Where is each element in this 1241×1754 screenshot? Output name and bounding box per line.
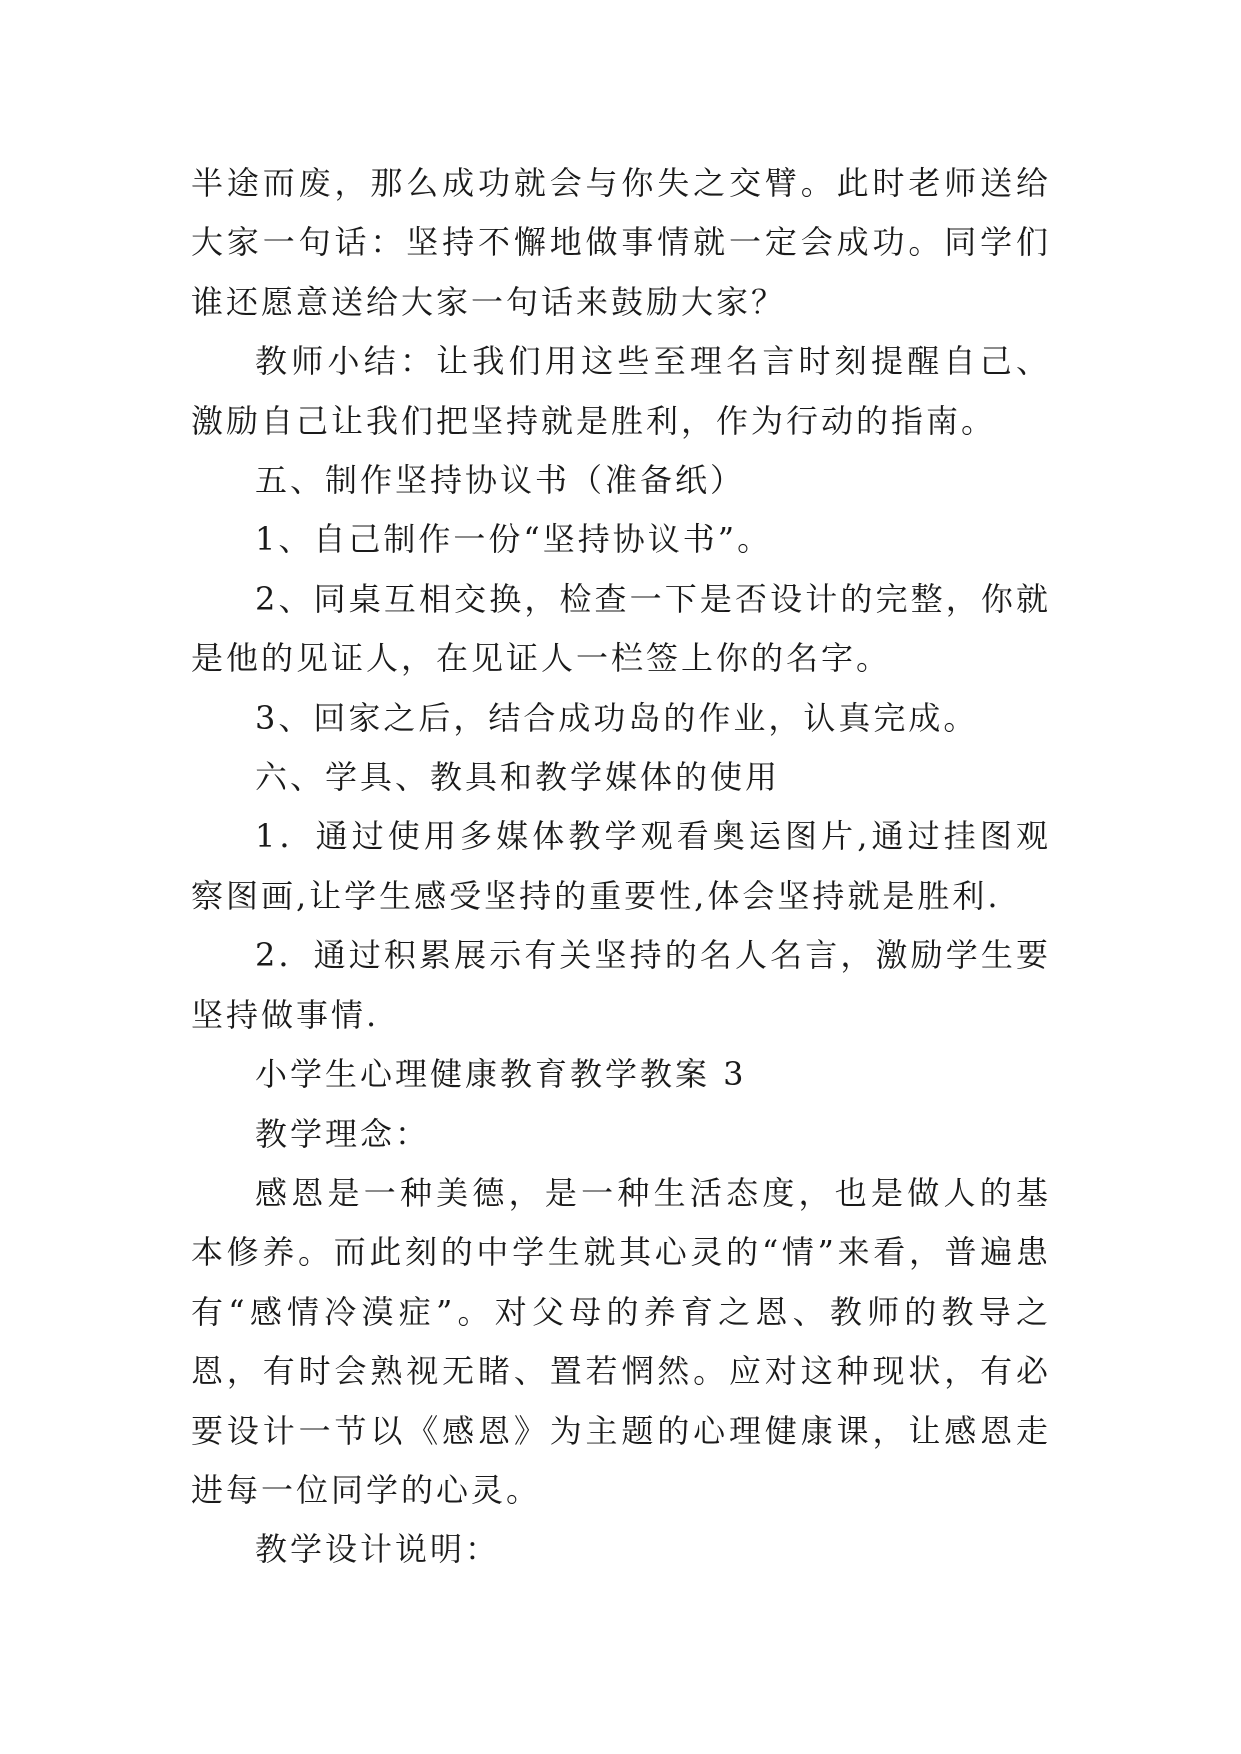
paragraph: 感恩是一种美德，是一种生活态度，也是做人的基本修养。而此刻的中学生就其心灵的“情”来看，普遍患有“感情冷漠症”。对父母的养育之恩、教师的教导之恩，有时会熟视无睹、置若惘然。应对这种现状，有必要设计一节以《感恩》为主题的心理健康课，让感恩走进每一位同学的心灵。 — [191, 1173, 1051, 1509]
section-heading: 教学理念： — [255, 1114, 431, 1153]
list-item: 3、回家之后，结合成功岛的作业，认真完成。 — [255, 698, 979, 737]
paragraph: 半途而废，那么成功就会与你失之交臂。此时老师送给大家一句话：坚持不懈地做事情就一定会成功。同学们谁还愿意送给大家一句话来鼓励大家？ — [191, 164, 1051, 321]
list-item: 1．通过使用多媒体教学观看奥运图片,通过挂图观察图画,让学生感受坚持的重要性,体会坚持就是胜利. — [191, 817, 1051, 915]
document-title: 小学生心理健康教育教学教案 3 — [255, 1055, 747, 1094]
document-body — [191, 154, 1051, 1580]
list-item: 2、同桌互相交换，检查一下是否设计的完整，你就是他的见证人，在见证人一栏签上你的名字。 — [191, 579, 1051, 678]
list-item: 2．通过积累展示有关坚持的名人名言，激励学生要坚持做事情. — [191, 936, 1051, 1034]
section-heading: 五、制作坚持协议书（准备纸） — [255, 461, 746, 500]
section-heading: 六、学具、教具和教学媒体的使用 — [255, 758, 781, 797]
section-heading: 教学设计说明： — [255, 1530, 501, 1569]
paragraph: 教师小结：让我们用这些至理名言时刻提醒自己、激励自己让我们把坚持就是胜利，作为行动的指南。 — [191, 342, 1051, 440]
list-item: 1、自己制作一份“坚持协议书”。 — [255, 520, 773, 559]
